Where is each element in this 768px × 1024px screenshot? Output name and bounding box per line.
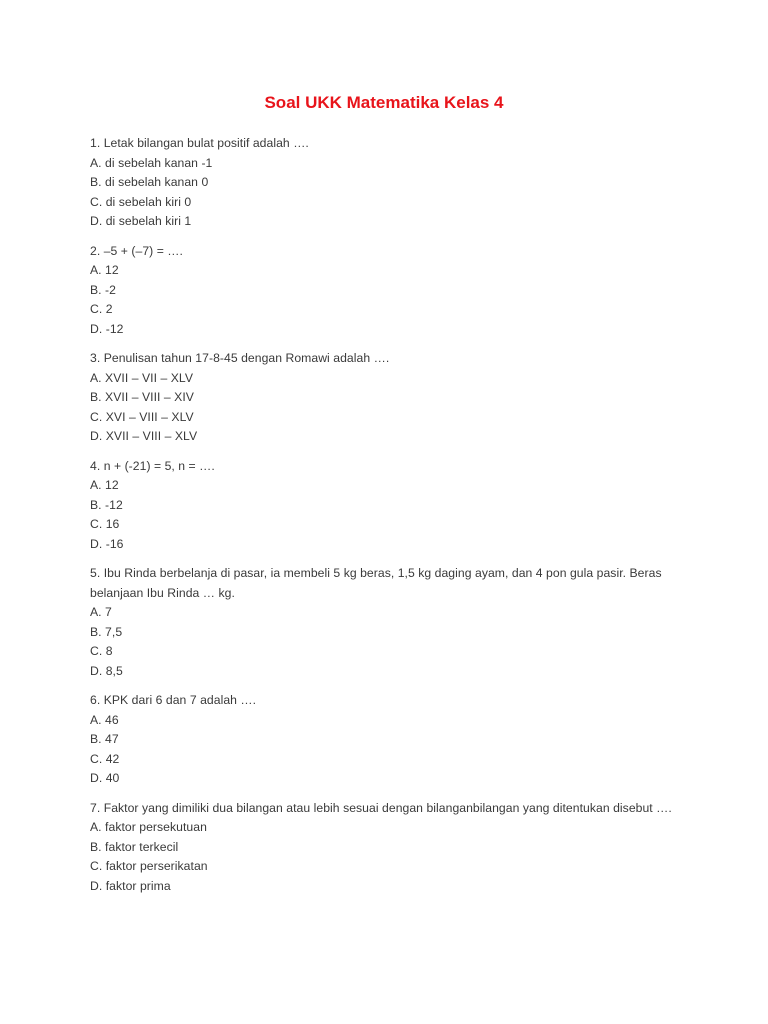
- question-item: [90, 691, 690, 789]
- question-stem: 5. Ibu Rinda berbelanja di pasar, ia membeli 5 kg beras, 1,5 kg daging ayam, dan 4 pon gula pasir. Beras belanjaan Ibu Rinda … kg.: [90, 566, 662, 600]
- answer-option: B. 47: [90, 732, 119, 746]
- question-stem: 2. –5 + (–7) = ….: [90, 243, 183, 258]
- answer-option: B. XVII – VIII – XIV: [90, 390, 194, 404]
- question-item: [90, 242, 690, 340]
- answer-option: B. di sebelah kanan 0: [90, 175, 209, 189]
- answer-option: D. 8,5: [90, 663, 123, 678]
- question-stem: 6. KPK dari 6 dan 7 adalah ….: [90, 693, 257, 707]
- question-stem: 1. Letak bilangan bulat positif adalah ….: [90, 136, 309, 150]
- question-item: [90, 564, 690, 681]
- answer-option: A. XVII – VII – XLV: [90, 370, 194, 385]
- answer-option: C. 16: [90, 517, 120, 531]
- answer-option: A. di sebelah kanan -1: [90, 155, 213, 170]
- question-stem: 4. n + (-21) = 5, n = ….: [90, 458, 215, 473]
- answer-option: A. faktor persekutuan: [90, 820, 207, 834]
- answer-option: B. -12: [90, 497, 123, 512]
- question-list: [90, 134, 690, 906]
- answer-option: D. di sebelah kiri 1: [90, 214, 192, 228]
- answer-option: D. 40: [90, 771, 120, 785]
- answer-option: B. -2: [90, 282, 116, 297]
- answer-option: C. faktor perserikatan: [90, 859, 208, 873]
- answer-option: D. XVII – VIII – XLV: [90, 429, 198, 443]
- answer-option: C. di sebelah kiri 0: [90, 194, 192, 209]
- question-item: [90, 134, 690, 232]
- answer-option: A. 7: [90, 605, 112, 619]
- answer-option: D. faktor prima: [90, 878, 171, 893]
- answer-option: A. 12: [90, 478, 119, 492]
- answer-option: D. -12: [90, 321, 124, 336]
- answer-option: C. 42: [90, 751, 120, 766]
- answer-option: C. XVI – VIII – XLV: [90, 409, 194, 424]
- answer-option: B. faktor terkecil: [90, 839, 179, 854]
- answer-option: A. 46: [90, 712, 119, 727]
- answer-option: C. 8: [90, 644, 113, 658]
- question-item: [90, 799, 690, 897]
- answer-option: B. 7,5: [90, 624, 123, 639]
- answer-option: D. -16: [90, 536, 124, 551]
- page-title: Soal UKK Matematika Kelas 4: [264, 93, 504, 112]
- answer-option: C. 2: [90, 302, 113, 316]
- answer-option: A. 12: [90, 263, 119, 277]
- question-stem: 7. Faktor yang dimiliki dua bilangan atau lebih sesuai dengan bilanganbilangan yang ditentukan disebut ….: [90, 800, 672, 815]
- question-item: [90, 457, 690, 555]
- question-item: [90, 349, 690, 447]
- question-stem: 3. Penulisan tahun 17-8-45 dengan Romawi adalah ….: [90, 351, 390, 365]
